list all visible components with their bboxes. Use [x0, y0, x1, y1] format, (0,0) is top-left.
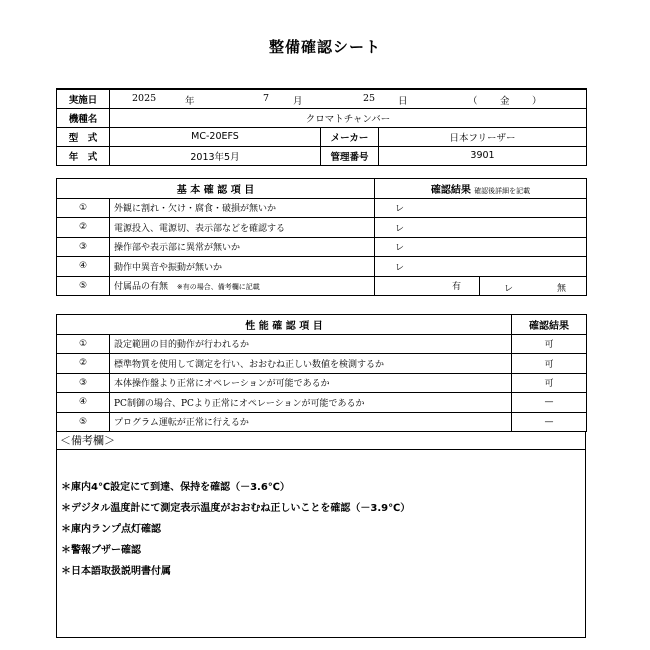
item-text-cell [110, 276, 375, 296]
weekday-open: （ [468, 96, 478, 107]
date-label: 実施日 [57, 89, 110, 108]
model-label: 機種名 [57, 108, 110, 127]
mgmt-value: 3901 [379, 146, 587, 165]
table-row [57, 354, 587, 374]
remarks-line: ＊庫内ランプ点灯確認 [61, 524, 161, 535]
table-row [57, 373, 587, 393]
item-result: レ [375, 257, 587, 277]
type-label: 型 式 [57, 127, 110, 146]
item-text: 付属品の有無 [114, 282, 169, 293]
type-row [57, 127, 587, 146]
accessory-no: 無 [557, 283, 567, 294]
basic-result-note: 確認後詳細を記載 [474, 186, 531, 195]
basic-check-table [56, 178, 587, 296]
table-row [57, 393, 587, 413]
table-row [57, 276, 587, 296]
date-month-unit: 月 [293, 96, 303, 107]
remarks-line: ＊庫内4℃設定にて到達、保持を確認（－3.6℃） [61, 482, 290, 493]
table-row [57, 218, 587, 238]
date-day-unit: 日 [398, 96, 408, 107]
item-number: ① [57, 334, 110, 354]
maker-label: メーカー [321, 127, 379, 146]
table-row [57, 237, 587, 257]
item-result: 可 [512, 334, 587, 354]
item-number: ② [57, 218, 110, 238]
item-number: ③ [57, 237, 110, 257]
item-number: ⑤ [57, 276, 110, 296]
item-result: 可 [512, 373, 587, 393]
date-year-unit: 年 [185, 96, 195, 107]
year-row [57, 146, 587, 165]
item-text: 設定範囲の目的動作が行われるか [110, 334, 512, 354]
basic-result-header [375, 179, 587, 199]
date-year: 2025 [132, 93, 157, 104]
remarks-line: ＊デジタル温度計にて測定表示温度がおおむね正しいことを確認（－3.9℃） [61, 503, 411, 514]
item-result: 可 [512, 354, 587, 374]
mgmt-label: 管理番号 [321, 146, 379, 165]
table-row [57, 334, 587, 354]
accessory-mark-cell [480, 276, 587, 296]
accessory-mark: レ [504, 283, 514, 294]
item-text: PC制御の場合、PCより正常にオペレーションが可能であるか [110, 393, 512, 413]
perf-header-row [57, 315, 587, 335]
item-text: 本体操作盤より正常にオペレーションが可能であるか [110, 373, 512, 393]
performance-check-table [56, 314, 587, 432]
table-row [57, 257, 587, 277]
item-number: ③ [57, 373, 110, 393]
item-result: — [512, 412, 587, 432]
table-row [57, 198, 587, 218]
accessory-yes: 有 [375, 276, 480, 296]
info-table [56, 88, 587, 166]
type-value: MC-20EFS [110, 127, 321, 146]
item-number: ④ [57, 257, 110, 277]
item-note: ※有の場合、備考欄に記載 [176, 283, 260, 292]
basic-header: 基 本 確 認 項 目 [57, 179, 375, 199]
item-text: 操作部や表示部に異常が無いか [110, 237, 375, 257]
year-value: 2013年5月 [110, 146, 321, 165]
item-number: ① [57, 198, 110, 218]
page-title: 整備確認シート [268, 38, 381, 56]
item-text: 標準物質を使用して測定を行い、おおむね正しい数値を検測するか [110, 354, 512, 374]
weekday-value: 金 [500, 96, 510, 107]
maker-value: 日本フリーザー [379, 127, 587, 146]
basic-header-row [57, 179, 587, 199]
date-row [57, 89, 587, 108]
item-number: ⑤ [57, 412, 110, 432]
item-number: ② [57, 354, 110, 374]
item-text: プログラム運転が正常に行えるか [110, 412, 512, 432]
model-row [57, 108, 587, 127]
date-day: 25 [363, 93, 376, 104]
item-text: 動作中異音や振動が無いか [110, 257, 375, 277]
weekday-close: ） [532, 96, 542, 107]
table-row [57, 412, 587, 432]
item-number: ④ [57, 393, 110, 413]
basic-result-label: 確認結果 [430, 184, 471, 196]
remarks-line: ＊警報ブザー確認 [61, 545, 141, 556]
perf-header: 性 能 確 認 項 目 [57, 315, 512, 335]
date-month: 7 [263, 93, 270, 104]
item-result: レ [375, 237, 587, 257]
item-result: レ [375, 218, 587, 238]
item-result: レ [375, 198, 587, 218]
date-cell [110, 89, 587, 108]
remarks-box [56, 450, 586, 638]
remarks-line: ＊日本語取扱説明書付属 [61, 566, 171, 577]
item-text: 外観に割れ・欠け・腐食・破損が無いか [110, 198, 375, 218]
item-text: 電源投入、電源切、表示部などを確認する [110, 218, 375, 238]
perf-result-header: 確認結果 [512, 315, 587, 335]
item-result: — [512, 393, 587, 413]
model-value: クロマトチャンバー [110, 108, 587, 127]
year-label: 年 式 [57, 146, 110, 165]
remarks-label: ＜備考欄＞ [56, 432, 586, 450]
